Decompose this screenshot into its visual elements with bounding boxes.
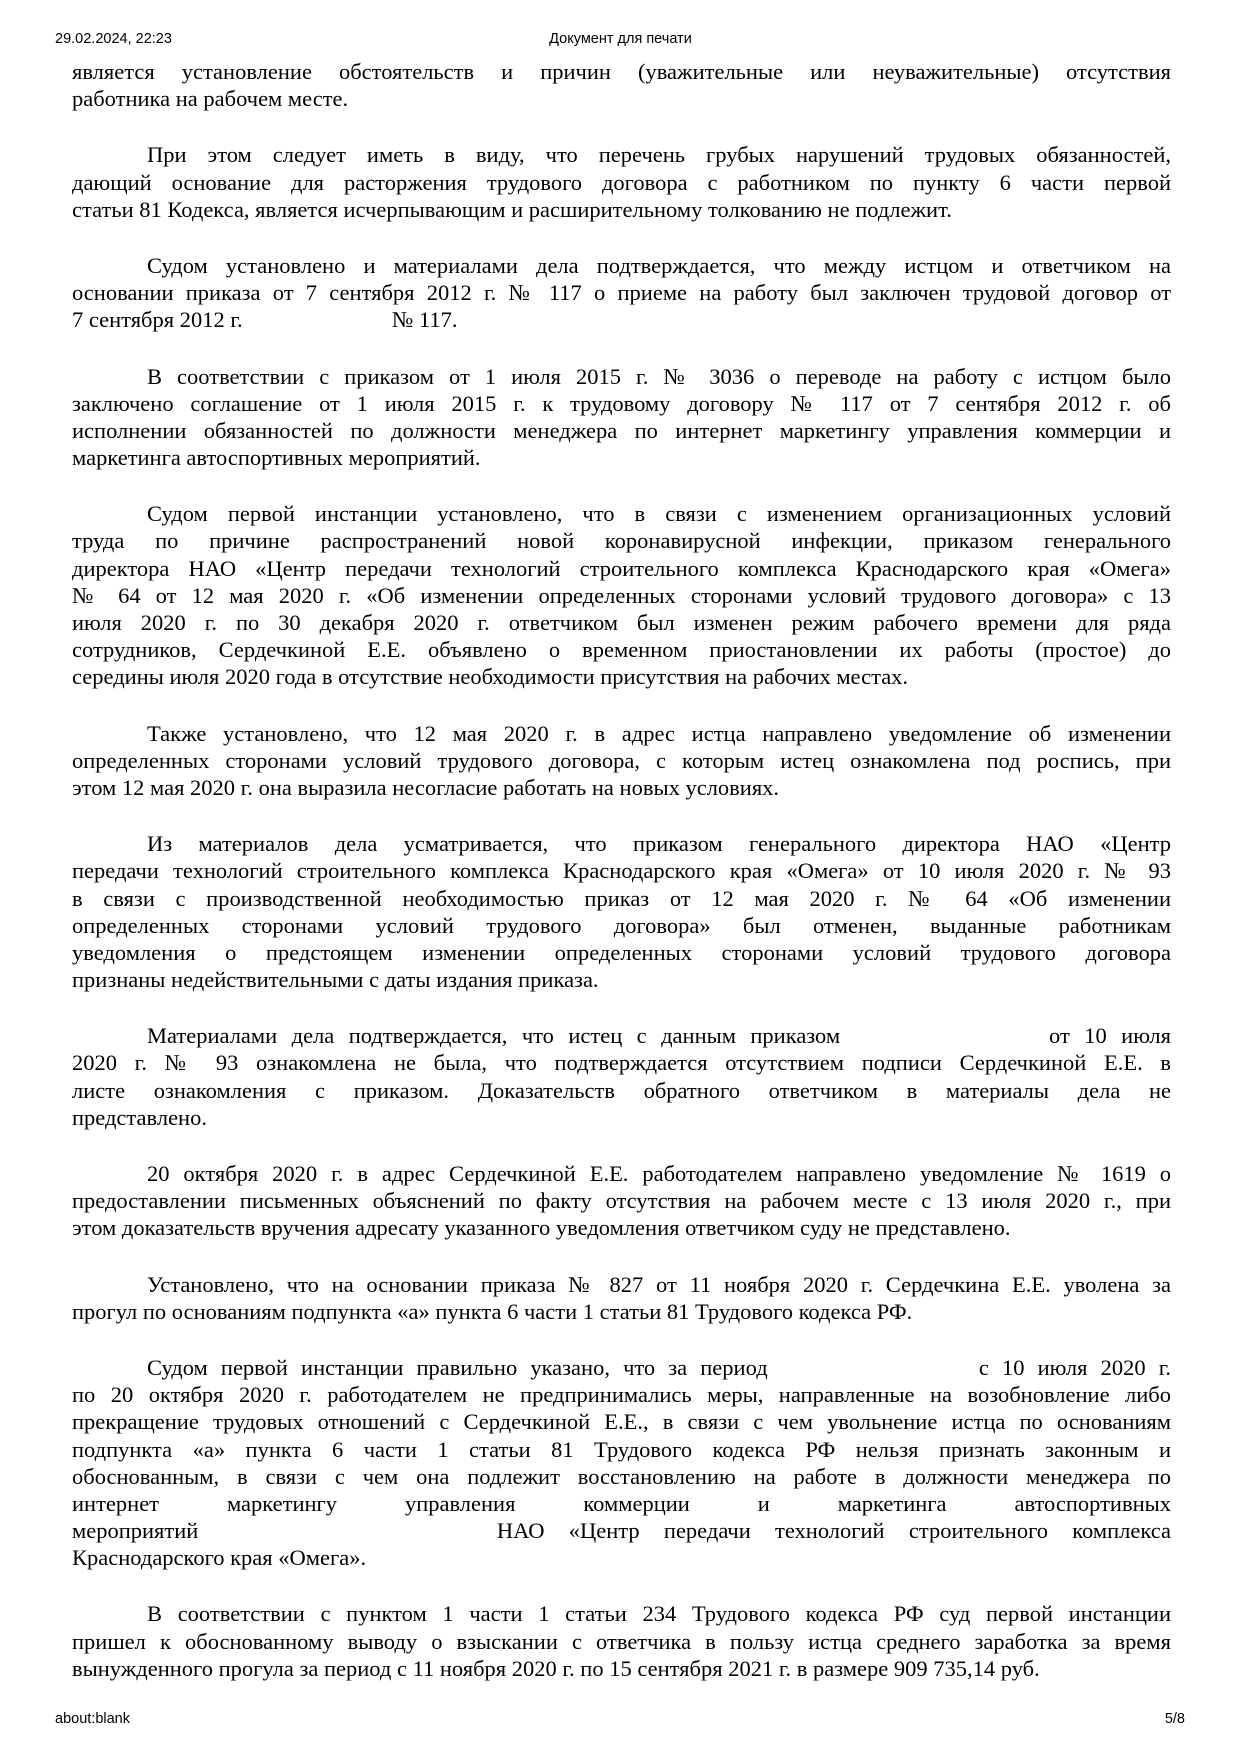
text-line: Установлено, что на основании приказа № 827 от 11 ноября 2020 г. Сердечкина Е.Е. уволена за (147, 1271, 1171, 1297)
text-line: листе ознакомления с приказом. Доказательств обратного ответчиком в материалы дела не (72, 1077, 1171, 1103)
text-segment: от 10 июля (1049, 1023, 1172, 1049)
paragraph (72, 1022, 1171, 1131)
text-line: Также установлено, что 12 мая 2020 г. в адрес истца направлено уведомление об изменении (147, 720, 1171, 746)
redacted-gap (223, 1537, 473, 1538)
text-segment: НАО «Центр передачи технологий строительного комплекса (496, 1518, 1171, 1544)
print-datetime: 29.02.2024, 22:23 (55, 31, 172, 47)
text-segment: 7 сентября 2012 г. (72, 307, 243, 333)
text-line: уведомления о предстоящем изменении определенных сторонами условий трудового договора (72, 939, 1171, 965)
text-line: обоснованным, в связи с чем она подлежит восстановлению на работе в должности менеджера по (72, 1463, 1171, 1489)
text-line: Судом первой инстанции установлено, что в связи с изменением организационных условий (147, 501, 1171, 527)
text-segment: № 117. (391, 307, 458, 333)
redacted-gap (248, 326, 386, 327)
text-line (72, 1354, 1171, 1381)
text-line: дающий основание для расторжения трудового договора с работником по пункту 6 части первой (72, 169, 1171, 195)
text-line: в связи с производственной необходимостью приказ от 12 мая 2020 г. № 64 «Об изменении (72, 885, 1171, 911)
text-line: подпункта «а» пункта 6 части 1 статьи 81 Трудового кодекса РФ нельзя признать законным и (72, 1436, 1171, 1462)
paragraph (72, 720, 1171, 802)
paragraph (72, 500, 1171, 690)
text-line: статьи 81 Кодекса, является исчерпывающим и расширительному толкованию не подлежит. (72, 196, 952, 222)
paragraph (72, 141, 1171, 223)
paragraph (72, 58, 1171, 112)
text-line: исполнении обязанностей по должности менеджера по интернет маркетингу управления коммерции и (72, 417, 1171, 443)
text-line: директора НАО «Центр передачи технологий строительного комплекса Краснодарского края «Омега» (72, 555, 1171, 581)
text-line: работника на рабочем месте. (72, 86, 349, 112)
print-title: Документ для печати (549, 31, 692, 47)
paragraph (72, 363, 1171, 472)
text-line: прекращение трудовых отношений с Сердечкиной Е.Е., в связи с чем увольнение истца по основаниям (72, 1409, 1171, 1435)
text-line: 20 октября 2020 г. в адрес Сердечкиной Е.Е. работодателем направлено уведомление № 1619 о (147, 1161, 1171, 1186)
text-line: В соответствии с приказом от 1 июля 2015 г. № 3036 о переводе на работу с истцом было (147, 363, 1171, 389)
text-line: Из материалов дела усматривается, что приказом генерального директора НАО «Центр (147, 831, 1171, 857)
redacted-gap (781, 1374, 966, 1375)
text-segment: Материалами дела подтверждается, что истец с данным приказом (147, 1023, 841, 1049)
text-line: предоставлении письменных объяснений по факту отсутствия на рабочем месте с 13 июля 2020 г., при (72, 1188, 1171, 1214)
text-line: по 20 октября 2020 г. работодателем не предпринимались меры, направленные на возобновление либо (72, 1382, 1171, 1408)
document-body (72, 58, 1171, 1711)
text-line: заключено соглашение от 1 июля 2015 г. к трудовому договору № 117 от 7 сентября 2012 г. об (72, 390, 1171, 416)
text-line: июля 2020 г. по 30 декабря 2020 г. ответчиком был изменен режим рабочего времени для ряда (72, 610, 1171, 635)
text-line: этом 12 мая 2020 г. она выразила несогласие работать на новых условиях. (72, 774, 780, 800)
text-line: сотрудников, Сердечкиной Е.Е. объявлено о временном приостановлении их работы (простое) до (72, 637, 1171, 663)
text-segment: мероприятий (72, 1518, 199, 1544)
paragraph (72, 1600, 1171, 1682)
text-line: пришел к обоснованному выводу о взыскании с ответчика в пользу истца среднего заработка за время (72, 1628, 1171, 1654)
text-line: При этом следует иметь в виду, что перечень грубых нарушений трудовых обязанностей, (147, 142, 1171, 168)
page-number: 5/8 (1164, 1711, 1185, 1727)
text-line: определенных сторонами условий трудового договора» был отменен, выданные работникам (72, 912, 1171, 938)
text-segment: Судом первой инстанции правильно указано, что за период (147, 1354, 768, 1380)
paragraph (72, 1271, 1171, 1325)
text-line: прогул по основаниям подпункта «а» пункта 6 части 1 статьи 81 Трудового кодекса РФ. (72, 1298, 913, 1324)
text-line: середины июля 2020 года в отсутствие необходимости присутствия на рабочих местах. (72, 664, 909, 690)
text-line: труда по причине распространений новой коронавирусной инфекции, приказом генерального (72, 528, 1171, 554)
paragraph (72, 1354, 1171, 1572)
text-line: является установление обстоятельств и причин (уважительные или неуважительные) отсутствия (72, 59, 1171, 84)
text-line (72, 1517, 1171, 1544)
text-line: представлено. (72, 1104, 207, 1130)
paragraph (72, 1160, 1171, 1242)
text-line: маркетинга автоспортивных мероприятий. (72, 445, 481, 471)
text-line: определенных сторонами условий трудового договора, с которым истец ознакомлена под роспись, при (72, 747, 1171, 773)
paragraph (72, 252, 1171, 334)
text-line: № 64 от 12 мая 2020 г. «Об изменении определенных сторонами условий трудового договора» с 13 (72, 582, 1171, 608)
text-line: Судом установлено и материалами дела подтверждается, что между истцом и ответчиком на (147, 252, 1171, 278)
redacted-gap (855, 1042, 1035, 1043)
text-line: В соответствии с пунктом 1 части 1 статьи 234 Трудового кодекса РФ суд первой инстанции (147, 1601, 1171, 1627)
text-line: интернет маркетингу управления коммерции и маркетинга автоспортивных (72, 1490, 1171, 1516)
text-line: признаны недействительными с даты издания приказа. (72, 967, 599, 993)
text-line: Краснодарского края «Омега». (72, 1545, 367, 1571)
text-line (72, 306, 1171, 333)
text-line (72, 1022, 1171, 1049)
paragraph (72, 830, 1171, 993)
text-segment: с 10 июля 2020 г. (978, 1354, 1172, 1380)
text-line: этом доказательств вручения адресату указанного уведомления ответчиком суду не представлено. (72, 1215, 1011, 1241)
text-line: передачи технологий строительного комплекса Краснодарского края «Омега» от 10 июля 2020 г. № 93 (72, 858, 1171, 884)
text-line: 2020 г. № 93 ознакомлена не была, что подтверждается отсутствием подписи Сердечкиной Е.Е. в (72, 1050, 1171, 1076)
page-url: about:blank (55, 1711, 130, 1727)
text-line: вынужденного прогула за период с 11 ноября 2020 г. по 15 сентября 2021 г. в размере 909 735,14 руб. (72, 1655, 1040, 1681)
text-line: основании приказа от 7 сентября 2012 г. № 117 о приеме на работу был заключен трудовой договор от (72, 280, 1171, 306)
